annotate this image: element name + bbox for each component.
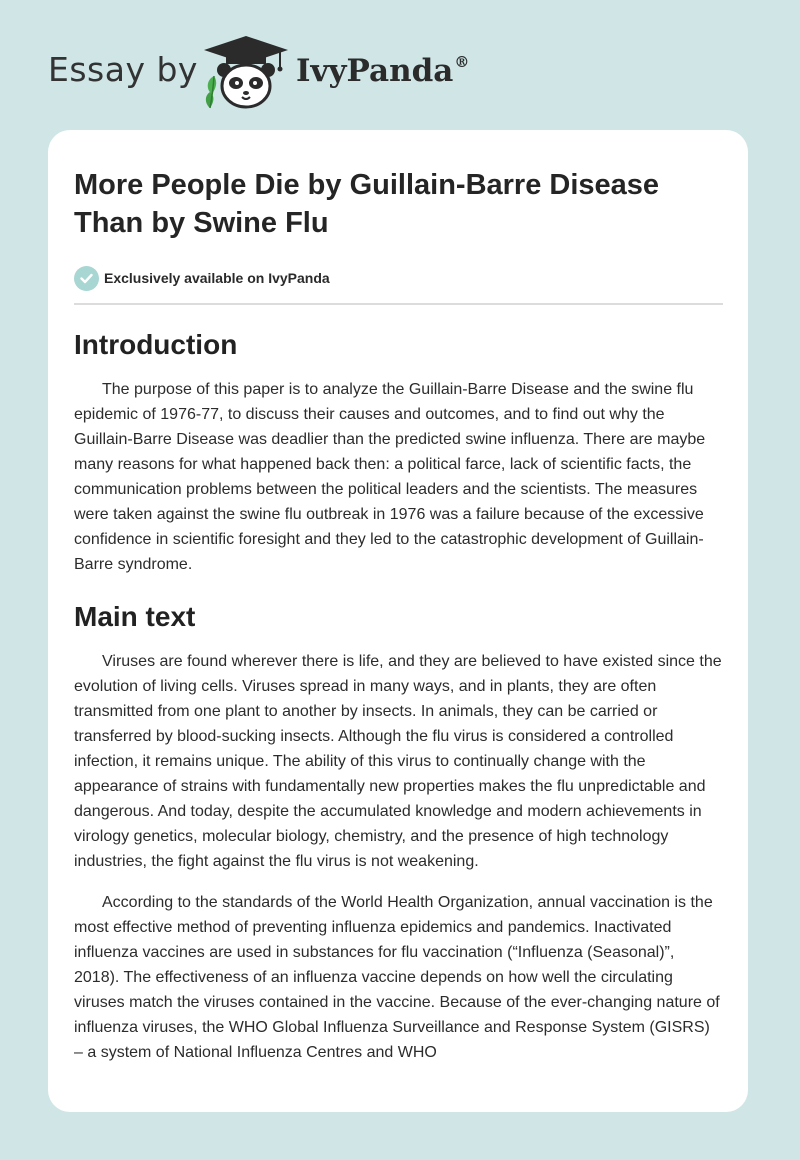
essay-card <box>48 130 748 1112</box>
section-heading-introduction: Introduction <box>74 329 238 360</box>
brand-name[interactable] <box>296 53 469 89</box>
essay-title: More People Die by Guillain-Barre Disease Than by Swine Flu <box>74 169 660 239</box>
divider <box>74 303 723 305</box>
paragraph: Viruses are found wherever there is life, and they are believed to have existed since the evolution of living cells. Viruses spread in many ways, and in plants, they are often transmitted from one plant to another by insects. In animals, they can be carried or transferred by blood-sucking insects. Although the flu virus is considered a controlled infection, it remains unique. The ability of this virus to continually change with the appearance of strains with fundamentally new properties makes the flu unpredictable and dangerous. And today, despite the accumulated knowledge and modern achievements in virology genetics, molecular biology, chemistry, and the presence of high technology industries, the fight against the flu virus is not weakening. <box>74 653 722 870</box>
paragraph: According to the standards of the World Health Organization, annual vaccination is the most effective method of preventing influenza epidemics and pandemics. Inactivated influenza vaccines are used in substances for flu vaccination (“Influenza (Seasonal)”, 2018). The effectiveness of an influenza vaccine depends on how well the circulating viruses match the viruses contained in the vaccine. Because of the ever-changing nature of influenza viruses, the WHO Global Influenza Surveillance and Response System (GISRS) – a system of National Influenza Centres and WHO <box>74 894 720 1061</box>
badge-label: Exclusively available on IvyPanda <box>104 270 330 286</box>
check-icon <box>74 266 99 291</box>
ivypanda-logo-icon[interactable] <box>200 36 292 110</box>
registered-mark: ® <box>454 53 470 71</box>
essay-content <box>74 166 723 1065</box>
exclusive-badge <box>74 265 723 291</box>
section-heading-main-text: Main text <box>74 601 196 632</box>
paragraph: The purpose of this paper is to analyze the Guillain-Barre Disease and the swine flu epidemic of 1976-77, to discuss their causes and outcomes, and to find out why the Guillain-Barre Disease was deadlier than the predicted swine influenza. There are maybe many reasons for what happened back then: a political farce, lack of scientific facts, the communication problems between the political leaders and the scientists. The measures were taken against the swine flu outbreak in 1976 was a failure because of the excessive confidence in scientific foresight and they led to the catastrophic development of Guillain-Barre syndrome. <box>74 381 706 573</box>
site-header <box>0 0 800 130</box>
brand-text: IvyPanda <box>296 53 454 89</box>
essay-by-label: Essay by <box>48 50 198 89</box>
